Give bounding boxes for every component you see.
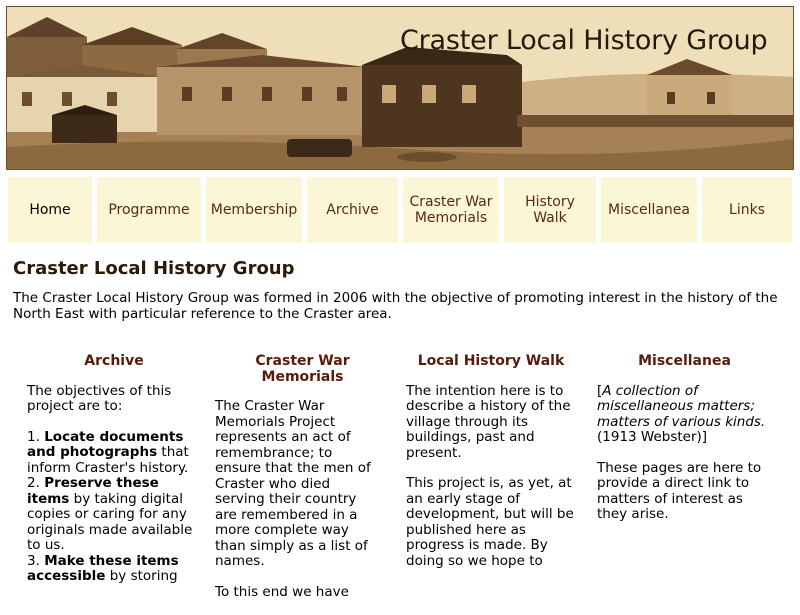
- main-nav: [0, 177, 800, 243]
- memorials-text-2: To this end we have: [215, 583, 349, 600]
- archive-column: [27, 354, 201, 585]
- nav-membership[interactable]: Membership: [206, 177, 302, 243]
- nav-miscellanea[interactable]: Miscellanea: [601, 177, 697, 243]
- header-banner: [6, 6, 794, 170]
- walk-text: The intention here is to describe a history of the village through its buildings, past and present.: [406, 382, 571, 461]
- archive-objectives-list: [27, 430, 201, 585]
- memorials-text: The Craster War Memorials Project represents an act of remembrance; to ensure that the men of Craster who died serving their country are remembered in a more complete way than simply as a list of names.: [215, 398, 371, 569]
- archive-heading[interactable]: Archive: [84, 353, 144, 369]
- misc-column: [597, 354, 772, 538]
- memorials-heading[interactable]: Craster War Memorials: [255, 353, 350, 385]
- nav-history-walk[interactable]: History Walk: [504, 177, 596, 243]
- archive-lead: The objectives of this project are to:: [27, 382, 172, 414]
- walk-column: [406, 354, 576, 584]
- memorials-column: [215, 354, 375, 615]
- nav-home[interactable]: Home: [8, 177, 92, 243]
- intro-text: The Craster Local History Group was formed in 2006 with the objective of promoting interest in the history of the North East with particular reference to the Craster area.: [13, 290, 778, 322]
- misc-quote: [A collection of miscellaneous matters; matters of various kinds. (1913 Webster)]: [597, 382, 766, 445]
- walk-text-2: This project is, as yet, at an early stage of development, but will be published here as progress is made. By doing so we hope to: [406, 475, 574, 569]
- nav-craster-war-memorials[interactable]: Craster War Memorials: [403, 177, 499, 243]
- nav-archive[interactable]: Archive: [307, 177, 398, 243]
- site-title: Craster Local History Group: [400, 25, 768, 56]
- walk-heading[interactable]: Local History Walk: [417, 353, 565, 369]
- misc-heading[interactable]: Miscellanea: [638, 353, 731, 369]
- page-title: Craster Local History Group: [13, 258, 295, 279]
- list-item: 1. Locate documents and photographs that inform Craster's history.: [27, 428, 189, 476]
- nav-programme[interactable]: Programme: [97, 177, 201, 243]
- list-item: 3. Make these items accessible by storing: [27, 552, 179, 584]
- list-item: 2. Preserve these items by taking digital copies or caring for any originals made available to us.: [27, 475, 193, 553]
- misc-text: These pages are here to provide a direct link to matters of interest as they arise.: [597, 459, 762, 522]
- nav-links[interactable]: Links: [702, 177, 792, 243]
